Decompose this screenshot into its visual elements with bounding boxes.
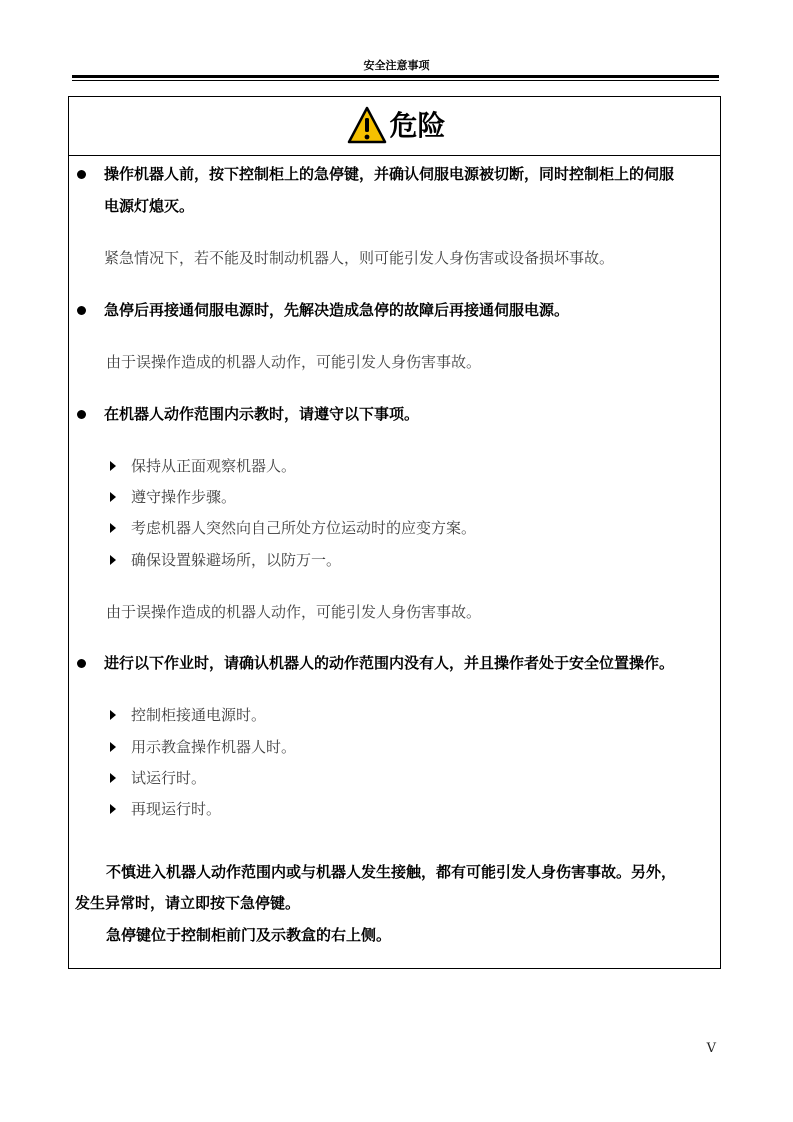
bullet-dot-icon	[77, 170, 86, 179]
item-1-line-2: 电源灯熄灭。	[104, 197, 195, 215]
warning-triangle-icon	[347, 106, 387, 146]
triangle-bullet-icon	[110, 523, 116, 533]
banner-title: 危险	[389, 109, 446, 142]
triangle-bullet-icon	[110, 461, 116, 471]
item-4-sub-4: 再现运行时。	[131, 800, 222, 818]
item-3-sub-4: 确保设置躲避场所，以防万一。	[131, 551, 342, 569]
triangle-bullet-icon	[110, 710, 116, 720]
triangle-bullet-icon	[110, 773, 116, 783]
item-3-note: 由于误操作造成的机器人动作，可能引发人身伤害事故。	[106, 603, 482, 621]
item-2-line-1: 急停后再接通伺服电源时，先解决造成急停的故障后再接通伺服电源。	[104, 301, 570, 319]
item-3-line-1: 在机器人动作范围内示教时，请遵守以下事项。	[104, 405, 420, 423]
triangle-bullet-icon	[110, 492, 116, 502]
item-4-sub-2: 用示教盒操作机器人时。	[131, 738, 297, 756]
header-rule-thick	[72, 75, 719, 78]
banner-divider	[69, 155, 721, 156]
item-4-line-1: 进行以下作业时，请确认机器人的动作范围内没有人，并且操作者处于安全位置操作。	[104, 654, 675, 672]
bullet-dot-icon	[77, 306, 86, 315]
header-rule-thin	[72, 80, 719, 81]
closing-line-3: 急停键位于控制柜前门及示教盒的右上侧。	[106, 926, 392, 944]
page-header-title: 安全注意事项	[363, 59, 430, 72]
page-number: V	[706, 1041, 716, 1056]
closing-line-2: 发生异常时，请立即按下急停键。	[75, 894, 301, 912]
triangle-bullet-icon	[110, 804, 116, 814]
item-3-sub-3: 考虑机器人突然向自己所处方位运动时的应变方案。	[131, 519, 477, 537]
item-4-sub-1: 控制柜接通电源时。	[131, 706, 267, 724]
item-3-sub-2: 遵守操作步骤。	[131, 488, 237, 506]
item-1-note: 紧急情况下，若不能及时制动机器人，则可能引发人身伤害或设备损坏事故。	[104, 249, 615, 267]
item-3-sub-1: 保持从正面观察机器人。	[131, 457, 297, 475]
item-2-note: 由于误操作造成的机器人动作，可能引发人身伤害事故。	[106, 353, 482, 371]
bullet-dot-icon	[77, 410, 86, 419]
triangle-bullet-icon	[110, 555, 116, 565]
closing-line-1: 不慎进入机器人动作范围内或与机器人发生接触，都有可能引发人身伤害事故。另外，	[106, 863, 677, 881]
item-1-line-1: 操作机器人前，按下控制柜上的急停键，并确认伺服电源被切断，同时控制柜上的伺服	[104, 165, 675, 183]
danger-banner	[0, 104, 793, 148]
triangle-bullet-icon	[110, 742, 116, 752]
item-4-sub-3: 试运行时。	[131, 769, 207, 787]
bullet-dot-icon	[77, 659, 86, 668]
